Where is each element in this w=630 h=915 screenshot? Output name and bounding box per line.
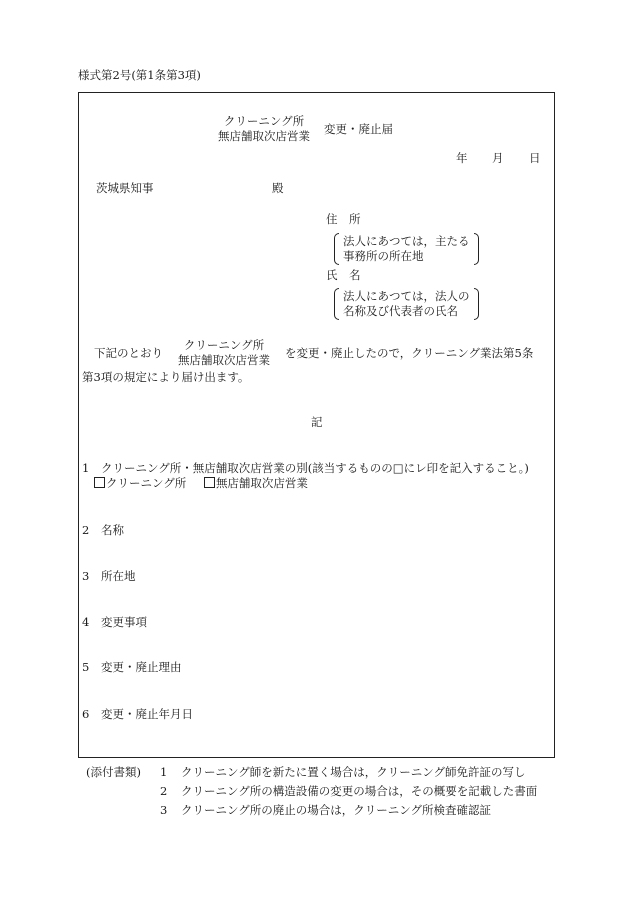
body-type-top: クリーニング所 [183,338,265,352]
attachment-2-number: 2 [160,784,168,798]
name-label: 氏 名 [326,268,361,282]
option-cleaning-label: クリーニング所 [106,476,187,490]
addressee-name: 茨城県知事 [96,181,154,195]
addressee-honorific: 殿 [272,181,284,195]
item-5-label: 変更・廃止理由 [100,660,182,674]
option-cleaning-checkbox[interactable] [94,477,105,488]
title-suffix: 変更・廃止届 [324,122,393,136]
attachment-2 [160,784,537,798]
attachment-2-text: クリーニング所の構造設備の変更の場合は，その概要を記載した書面 [180,784,538,798]
item-3-label: 所在地 [100,569,136,583]
option-no-store-checkbox[interactable] [204,477,215,488]
date-year-label: 年 [456,151,468,165]
attachment-3-number: 3 [160,803,168,817]
item-5-number: 5 [82,660,90,674]
address-note [343,234,470,264]
item-6-label: 変更・廃止年月日 [100,707,193,721]
name-note-line2: 名称及び代表者の氏名 [343,303,458,318]
address-label: 住 所 [326,212,361,226]
title-business-type [218,114,310,144]
item-1 [82,461,529,475]
title-type-top: クリーニング所 [223,114,305,128]
date-day-label: 日 [529,151,541,165]
attachment-3-text: クリーニング所の廃止の場合は，クリーニング所検査確認証 [180,803,492,817]
date-month-label: 月 [492,151,504,165]
item-2-number: 2 [82,523,90,537]
item-2 [82,523,124,537]
body-type-bottom: 無店舗取次店営業 [178,352,270,367]
body-line2: 第3項の規定により届け出ます。 [82,370,250,384]
item-1-options [94,476,308,490]
item-4-label: 変更事項 [100,615,147,629]
address-note-line2: 事務所の所在地 [343,248,424,263]
attachment-1 [160,765,526,779]
item-1-label: クリーニング所・無店舗取次店営業の別(該当するものの□にレ印を記入すること。) [100,461,529,475]
item-2-label: 名称 [100,523,124,537]
body-business-type [178,338,270,368]
attachments-heading: (添付書類) [86,765,141,779]
item-5 [82,660,181,674]
ki-heading: 記 [311,415,323,429]
name-note-line1: 法人にあつては，法人の [343,289,470,303]
form-number-label: 様式第2号(第1条第3項) [78,68,201,82]
item-6-number: 6 [82,707,90,721]
item-3 [82,569,135,583]
name-note-bracket-right [474,288,479,320]
body-suffix: を変更・廃止したので，クリーニング業法第5条 [285,346,534,360]
option-no-store-label: 無店舗取次店営業 [215,476,308,490]
name-note [343,289,470,319]
address-note-bracket-left [334,233,339,265]
item-6 [82,707,193,721]
address-note-bracket-right [474,233,479,265]
address-note-line1: 法人にあつては，主たる [343,234,470,248]
item-1-number: 1 [82,461,90,475]
item-3-number: 3 [82,569,90,583]
title-type-bottom: 無店舗取次店営業 [218,128,310,143]
item-4 [82,615,147,629]
attachment-1-number: 1 [160,765,168,779]
name-note-bracket-left [334,288,339,320]
attachment-1-text: クリーニング師を新たに置く場合は，クリーニング師免許証の写し [180,765,526,779]
item-4-number: 4 [82,615,90,629]
attachment-3 [160,803,491,817]
body-prefix: 下記のとおり [94,346,163,360]
